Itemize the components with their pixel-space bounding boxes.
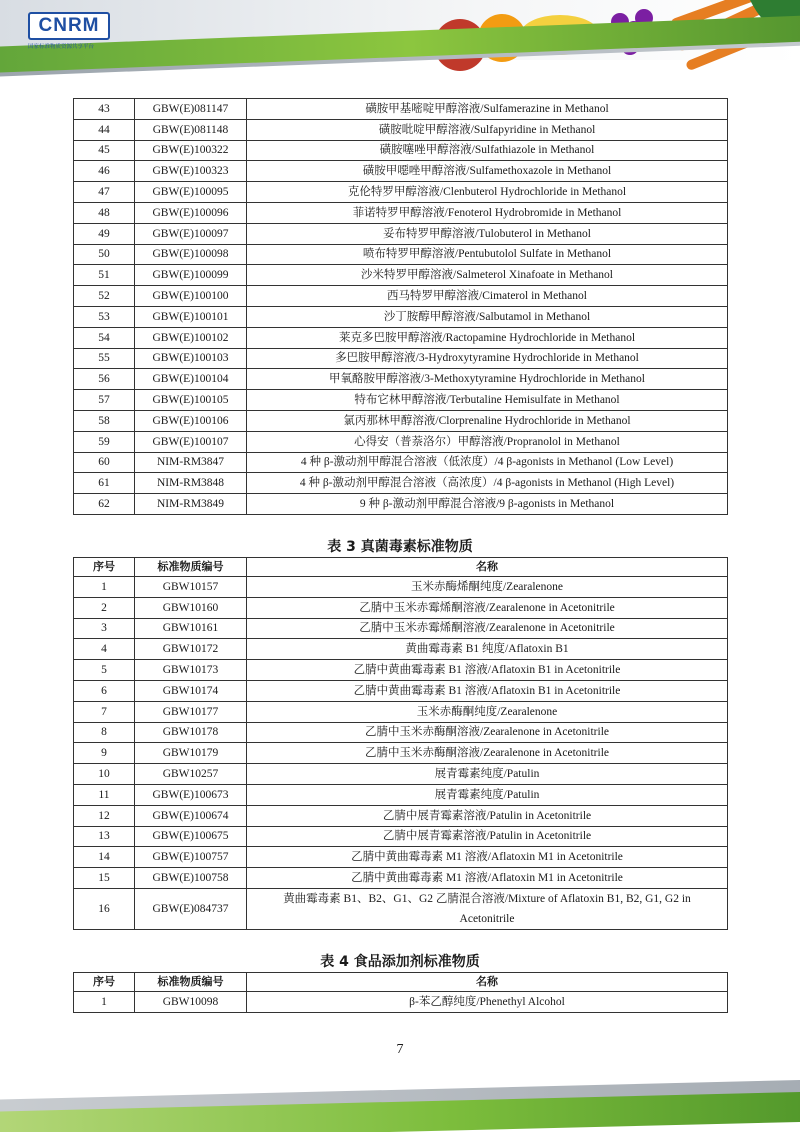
table-row [74, 701, 728, 722]
table-row [74, 680, 728, 701]
cell-number: 43 [74, 99, 135, 120]
cell-code: GBW10160 [135, 597, 247, 618]
table-row [74, 161, 728, 182]
cell-code: GBW(E)081148 [135, 119, 247, 140]
cell-number: 61 [74, 473, 135, 494]
table3-caption: 表 3 真菌毒素标准物质 [327, 539, 473, 555]
header-no: 序号 [74, 973, 135, 992]
cell-name: 菲诺特罗甲醇溶液/Fenoterol Hydrobromide in Methanol [247, 202, 728, 223]
cell-number: 44 [74, 119, 135, 140]
table-row [74, 784, 728, 805]
cell-name: 沙米特罗甲醇溶液/Salmeterol Xinafoate in Methanol [247, 265, 728, 286]
cell-number: 12 [74, 805, 135, 826]
cell-number: 5 [74, 660, 135, 681]
cell-name: 乙腈中展青霉素溶液/Patulin in Acetonitrile [247, 805, 728, 826]
header-code: 标准物质编号 [135, 558, 247, 577]
cell-code: GBW(E)100096 [135, 202, 247, 223]
cell-number: 8 [74, 722, 135, 743]
cell-name: 乙腈中玉米赤霉烯酮溶液/Zearalenone in Acetonitrile [247, 597, 728, 618]
cell-number: 1 [74, 577, 135, 598]
table-row [74, 348, 728, 369]
cell-name: 9 种 β-激动剂甲醇混合溶液/9 β-agonists in Methanol [247, 494, 728, 515]
cell-number: 55 [74, 348, 135, 369]
cell-code: GBW(E)100097 [135, 223, 247, 244]
cell-code: GBW(E)100758 [135, 868, 247, 889]
table-row [74, 992, 728, 1013]
cell-number: 59 [74, 431, 135, 452]
table-header-row [74, 558, 728, 577]
cell-code: GBW(E)100673 [135, 784, 247, 805]
table-row [74, 99, 728, 120]
cell-code: GBW10173 [135, 660, 247, 681]
cell-name: 甲氧酪胺甲醇溶液/3-Methoxytyramine Hydrochloride in Methanol [247, 369, 728, 390]
cell-number: 4 [74, 639, 135, 660]
table4-caption: 表 4 食品添加剂标准物质 [320, 954, 480, 970]
table-row [74, 597, 728, 618]
cell-name: 乙腈中玉米赤酶酮溶液/Zearalenone in Acetonitrile [247, 743, 728, 764]
footer-banner [0, 1070, 800, 1132]
cell-code: GBW(E)100323 [135, 161, 247, 182]
header-name: 名称 [247, 558, 728, 577]
table-row [74, 743, 728, 764]
cell-name: 乙腈中黄曲霉毒素 M1 溶液/Aflatoxin M1 in Acetonitrile [247, 868, 728, 889]
cell-name: 乙腈中展青霉素溶液/Patulin in Acetonitrile [247, 826, 728, 847]
table-row [74, 494, 728, 515]
cell-code: GBW10178 [135, 722, 247, 743]
header-name: 名称 [247, 973, 728, 992]
cell-code: GBW(E)100101 [135, 306, 247, 327]
cell-number: 49 [74, 223, 135, 244]
table-body [74, 99, 728, 515]
cell-code: GBW10257 [135, 764, 247, 785]
cell-number: 1 [74, 992, 135, 1013]
cell-number: 54 [74, 327, 135, 348]
cell-number: 60 [74, 452, 135, 473]
cell-name: 乙腈中玉米赤酶酮溶液/Zearalenone in Acetonitrile [247, 722, 728, 743]
table-row [74, 805, 728, 826]
table-row [74, 826, 728, 847]
cell-name: 克伦特罗甲醇溶液/Clenbuterol Hydrochloride in Methanol [247, 182, 728, 203]
table-row [74, 431, 728, 452]
logo-text: CNRM [28, 12, 110, 40]
cell-number: 58 [74, 410, 135, 431]
cell-name: 妥布特罗甲醇溶液/Tulobuterol in Methanol [247, 223, 728, 244]
cell-code: GBW(E)081147 [135, 99, 247, 120]
cell-code: GBW(E)084737 [135, 888, 247, 929]
cell-name: 特布它林甲醇溶液/Terbutaline Hemisulfate in Methanol [247, 390, 728, 411]
cell-code: GBW(E)100098 [135, 244, 247, 265]
table-food-additive [73, 972, 728, 1013]
cell-name: 沙丁胺醇甲醇溶液/Salbutamol in Methanol [247, 306, 728, 327]
table-row [74, 182, 728, 203]
cell-number: 50 [74, 244, 135, 265]
table-row [74, 660, 728, 681]
cell-name: 磺胺甲基嘧啶甲醇溶液/Sulfamerazine in Methanol [247, 99, 728, 120]
table-row [74, 577, 728, 598]
page-number: 7 [396, 1042, 404, 1057]
cnrm-logo [28, 12, 118, 54]
cell-code: GBW10179 [135, 743, 247, 764]
cell-code: GBW10098 [135, 992, 247, 1013]
table-header-row [74, 973, 728, 992]
cell-name: 黄曲霉毒素 B1 纯度/Aflatoxin B1 [247, 639, 728, 660]
table-row [74, 410, 728, 431]
table-mycotoxin [73, 557, 728, 930]
header-banner [0, 0, 800, 92]
table-row [74, 244, 728, 265]
table-row [74, 618, 728, 639]
cell-number: 16 [74, 888, 135, 929]
cell-number: 11 [74, 784, 135, 805]
cell-name: 乙腈中玉米赤霉烯酮溶液/Zearalenone in Acetonitrile [247, 618, 728, 639]
table-body [74, 577, 728, 930]
cell-code: NIM-RM3849 [135, 494, 247, 515]
cell-number: 6 [74, 680, 135, 701]
cell-code: NIM-RM3848 [135, 473, 247, 494]
table-row [74, 306, 728, 327]
table-row [74, 286, 728, 307]
cell-code: GBW(E)100675 [135, 826, 247, 847]
cell-code: GBW10172 [135, 639, 247, 660]
cell-name: 莱克多巴胺甲醇溶液/Ractopamine Hydrochloride in Methanol [247, 327, 728, 348]
cell-code: GBW(E)100107 [135, 431, 247, 452]
cell-number: 48 [74, 202, 135, 223]
cell-number: 47 [74, 182, 135, 203]
table-row [74, 265, 728, 286]
header-no: 序号 [74, 558, 135, 577]
cell-code: GBW(E)100757 [135, 847, 247, 868]
cell-name: 乙腈中黄曲霉毒素 B1 溶液/Aflatoxin B1 in Acetonitrile [247, 680, 728, 701]
cell-code: GBW(E)100095 [135, 182, 247, 203]
cell-code: GBW(E)100322 [135, 140, 247, 161]
table-row [74, 369, 728, 390]
table-row [74, 327, 728, 348]
cell-name: 乙腈中黄曲霉毒素 B1 溶液/Aflatoxin B1 in Acetonitrile [247, 660, 728, 681]
cell-number: 62 [74, 494, 135, 515]
table-row [74, 223, 728, 244]
cell-code: GBW10177 [135, 701, 247, 722]
table-row [74, 140, 728, 161]
cell-name: 多巴胺甲醇溶液/3-Hydroxytyramine Hydrochloride in Methanol [247, 348, 728, 369]
cell-code: GBW(E)100106 [135, 410, 247, 431]
cell-code: GBW(E)100100 [135, 286, 247, 307]
table-body [74, 992, 728, 1013]
cell-code: GBW10161 [135, 618, 247, 639]
cell-code: GBW(E)100674 [135, 805, 247, 826]
cell-number: 52 [74, 286, 135, 307]
cell-name: 磺胺噻唑甲醇溶液/Sulfathiazole in Methanol [247, 140, 728, 161]
cell-number: 57 [74, 390, 135, 411]
cell-name: 心得安（普萘洛尔）甲醇溶液/Propranolol in Methanol [247, 431, 728, 452]
table-row [74, 868, 728, 889]
table-row [74, 764, 728, 785]
cell-name: β-苯乙醇纯度/Phenethyl Alcohol [247, 992, 728, 1013]
cell-number: 45 [74, 140, 135, 161]
table-row [74, 202, 728, 223]
cell-name: 氯丙那林甲醇溶液/Clorprenaline Hydrochloride in Methanol [247, 410, 728, 431]
cell-number: 10 [74, 764, 135, 785]
cell-number: 51 [74, 265, 135, 286]
cell-number: 53 [74, 306, 135, 327]
table-row [74, 639, 728, 660]
cell-code: NIM-RM3847 [135, 452, 247, 473]
cell-name: 展青霉素纯度/Patulin [247, 784, 728, 805]
table-row [74, 722, 728, 743]
header-code: 标准物质编号 [135, 973, 247, 992]
table-row [74, 847, 728, 868]
cell-name: 乙腈中黄曲霉毒素 M1 溶液/Aflatoxin M1 in Acetonitrile [247, 847, 728, 868]
table-row [74, 119, 728, 140]
cell-name: 4 种 β-激动剂甲醇混合溶液（高浓度）/4 β-agonists in Methanol (High Level) [247, 473, 728, 494]
table-veterinary-continued [73, 98, 728, 515]
table-row [74, 390, 728, 411]
table-row [74, 452, 728, 473]
cell-code: GBW10174 [135, 680, 247, 701]
cell-number: 3 [74, 618, 135, 639]
cell-code: GBW(E)100099 [135, 265, 247, 286]
cell-number: 14 [74, 847, 135, 868]
table-row [74, 888, 728, 929]
cell-name: 黄曲霉毒素 B1、B2、G1、G2 乙腈混合溶液/Mixture of Aflatoxin B1, B2, G1, G2 in Acetonitrile [247, 888, 728, 929]
cell-name: 4 种 β-激动剂甲醇混合溶液（低浓度）/4 β-agonists in Methanol (Low Level) [247, 452, 728, 473]
cell-code: GBW(E)100103 [135, 348, 247, 369]
table-row [74, 473, 728, 494]
cell-name: 磺胺甲噁唑甲醇溶液/Sulfamethoxazole in Methanol [247, 161, 728, 182]
cell-number: 56 [74, 369, 135, 390]
cell-number: 9 [74, 743, 135, 764]
cell-name: 玉米赤酶酮纯度/Zearalenone [247, 701, 728, 722]
cell-code: GBW(E)100105 [135, 390, 247, 411]
cell-name: 西马特罗甲醇溶液/Cimaterol in Methanol [247, 286, 728, 307]
cell-name: 展青霉素纯度/Patulin [247, 764, 728, 785]
cell-number: 15 [74, 868, 135, 889]
logo-subtitle: 国家标准物质资源共享平台 [28, 44, 95, 50]
cell-name: 喷布特罗甲醇溶液/Pentubutolol Sulfate in Methanol [247, 244, 728, 265]
cell-number: 2 [74, 597, 135, 618]
cell-number: 13 [74, 826, 135, 847]
cell-name: 玉米赤酶烯酮纯度/Zearalenone [247, 577, 728, 598]
cell-number: 46 [74, 161, 135, 182]
cell-code: GBW(E)100102 [135, 327, 247, 348]
cell-number: 7 [74, 701, 135, 722]
cell-code: GBW(E)100104 [135, 369, 247, 390]
cell-code: GBW10157 [135, 577, 247, 598]
cell-name: 磺胺吡啶甲醇溶液/Sulfapyridine in Methanol [247, 119, 728, 140]
